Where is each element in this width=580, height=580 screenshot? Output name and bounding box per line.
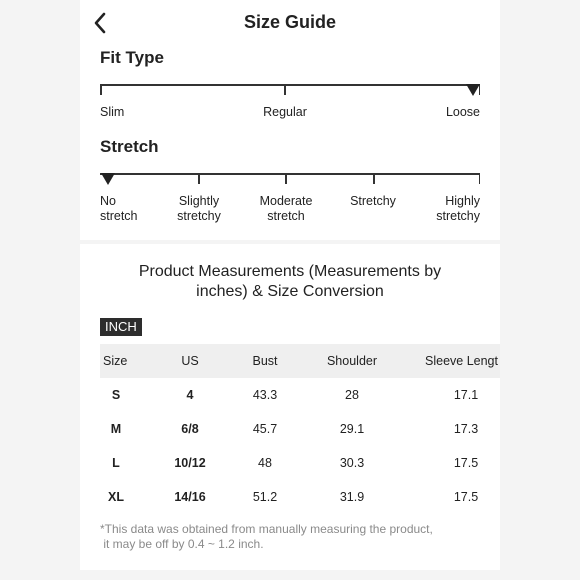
column-header-shoulder: Shoulder	[326, 354, 378, 368]
measurements-card	[80, 244, 500, 570]
table-header-row	[100, 344, 500, 378]
shoulder-cell: 28	[345, 388, 359, 402]
stretch-tick	[285, 173, 287, 184]
header-bar	[80, 0, 500, 46]
fit-type-tick	[284, 84, 286, 95]
us-cell: 10/12	[174, 456, 206, 470]
fit-type-line	[100, 84, 480, 86]
fit-type-label-loose: Loose	[445, 105, 480, 119]
stretch-title: Stretch	[100, 137, 159, 156]
us-cell: 14/16	[174, 490, 206, 504]
fit-type-label-slim: Slim	[100, 105, 125, 119]
table-row	[100, 378, 500, 412]
size-table	[100, 344, 500, 514]
stretch-tick	[479, 173, 481, 184]
size-cell: S	[111, 388, 121, 402]
stretch-label-stretchy: Stretchy	[350, 194, 396, 208]
sleeve-cell: 17.1	[453, 388, 479, 402]
sleeve-cell: 17.5	[453, 490, 479, 504]
us-cell: 4	[186, 388, 194, 402]
stretch-selected-marker	[101, 173, 115, 185]
stretch-line	[100, 173, 480, 175]
shoulder-cell: 30.3	[339, 456, 365, 470]
column-header-us: US	[181, 354, 199, 368]
bust-cell: 45.7	[252, 422, 278, 436]
stretch-tick	[373, 173, 375, 184]
table-row	[100, 446, 500, 480]
bust-cell: 51.2	[252, 490, 278, 504]
size-cell: M	[110, 422, 122, 436]
stretch-tick	[198, 173, 200, 184]
fit-type-tick	[100, 84, 102, 95]
measurement-footnote: *This data was obtained from manually measuring the product, it may be off by 0.4 ~ 1.2 inch.	[100, 522, 433, 551]
stretch-label-highly-stretchy: Highly stretchy	[436, 194, 480, 223]
stretch-label-moderate-stretch: Moderate stretch	[259, 194, 313, 223]
measurements-title: Product Measurements (Measurements by inches) & Size Conversion	[138, 263, 442, 300]
shoulder-cell: 29.1	[339, 422, 365, 436]
fit-stretch-card	[80, 46, 500, 240]
shoulder-cell: 31.9	[339, 490, 365, 504]
us-cell: 6/8	[181, 422, 199, 436]
bust-cell: 43.3	[252, 388, 278, 402]
unit-badge[interactable]: INCH	[100, 318, 142, 336]
fit-type-selected-marker	[466, 84, 480, 96]
stretch-label-no-stretch: No stretch	[100, 194, 138, 223]
table-row	[100, 480, 500, 514]
fit-type-label-regular: Regular	[263, 105, 307, 119]
bust-cell: 48	[258, 456, 272, 470]
sleeve-cell: 17.5	[453, 456, 479, 470]
column-header-size: Size	[103, 354, 128, 368]
sleeve-cell: 17.3	[453, 422, 479, 436]
stretch-label-slightly-stretchy: Slightly stretchy	[177, 194, 221, 223]
size-cell: XL	[108, 490, 124, 504]
column-header-bust: Bust	[252, 354, 278, 368]
table-row	[100, 412, 500, 446]
column-header-sleeve-length: Sleeve Lengt	[425, 354, 498, 368]
fit-type-title: Fit Type	[100, 48, 164, 67]
size-cell: L	[112, 456, 120, 470]
page-title: Size Guide	[243, 12, 337, 32]
